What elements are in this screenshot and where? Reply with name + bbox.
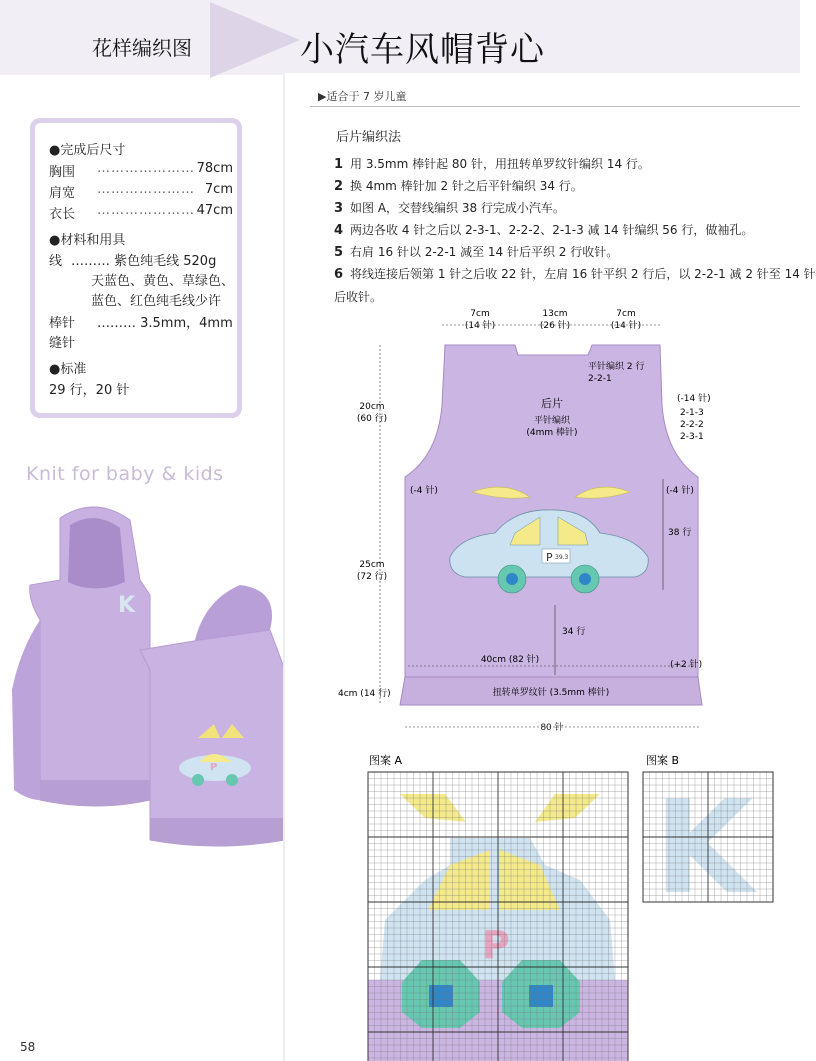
- p-letter-patch: P: [210, 762, 218, 773]
- car-rows: 38 行: [668, 528, 692, 538]
- armhole-dec: 2-2-2: [680, 420, 704, 430]
- divider: [310, 106, 800, 107]
- page-title: 小汽车风帽背心: [300, 30, 545, 70]
- step-number: 6: [334, 267, 344, 282]
- needle-label: 棒针: [49, 316, 76, 331]
- step-text: 如图 A，交替线编织 38 行完成小汽车。: [350, 201, 565, 215]
- top-dim-st: (26 针): [539, 321, 571, 331]
- size-value: 78cm: [196, 161, 233, 176]
- chart-b-grid: [643, 772, 773, 923]
- dec-left: (-4 针): [410, 486, 438, 496]
- top-dim-st: (14 针): [464, 321, 496, 331]
- left-upper-rows: (60 行): [356, 414, 388, 424]
- size-row-shoulder: [49, 182, 233, 201]
- gauge-heading: ●标准: [49, 362, 87, 377]
- chart-a-label: 图案 A: [369, 754, 403, 767]
- ribbing-label: 扭转单罗纹针 (3.5mm 棒针): [492, 688, 610, 698]
- step-number: 2: [334, 179, 344, 194]
- size-value: 7cm: [204, 182, 233, 197]
- leader-dots: …………………: [97, 203, 195, 218]
- piece-needle: (4mm 棒针): [526, 428, 578, 438]
- size-label: 衣长: [49, 207, 76, 222]
- dec-right: (-4 针): [666, 486, 694, 496]
- brand-text: Knit for baby & kids: [26, 463, 224, 485]
- step-text: 用 3.5mm 棒针起 80 针，用扭转单罗纹针编织 14 行。: [350, 157, 650, 171]
- step-2: [334, 177, 796, 194]
- yarn-extra-2: 蓝色、红色纯毛线少许: [91, 294, 222, 309]
- piece-stitch: 平针编织: [533, 416, 571, 426]
- armhole-dec: (-14 针): [677, 394, 711, 404]
- gauge-value: 29 行，20 针: [49, 383, 130, 398]
- bottom-width: 80 针: [540, 723, 564, 733]
- leader-dots: …………………: [97, 161, 195, 176]
- piece-name: 后片: [541, 397, 563, 410]
- shoulder-note: 平针编织 2 行: [588, 362, 645, 372]
- step-1: [334, 155, 796, 172]
- top-dim-st: (14 针): [610, 321, 642, 331]
- pattern-charts: [330, 750, 800, 1061]
- yarn-row: [49, 250, 233, 269]
- sewing-needle-label: 缝针: [49, 336, 76, 351]
- step-6: [334, 265, 816, 282]
- page-number: 58: [20, 1040, 36, 1054]
- vest-photo: [0, 500, 300, 860]
- step-number: 3: [334, 201, 344, 216]
- leader-dots: …………………: [97, 182, 195, 197]
- left-upper-cm: 20cm: [359, 402, 385, 412]
- size-row-length: [49, 203, 233, 222]
- width-label: 40cm (82 针): [480, 655, 540, 665]
- left-low: 4cm (14 行): [338, 689, 391, 699]
- needle-row: [49, 312, 233, 331]
- section-title: 后片编织法: [336, 130, 402, 145]
- chart-b-letter: K: [654, 774, 754, 923]
- step-number: 5: [334, 245, 344, 260]
- materials-heading: ●材料和用具: [49, 233, 126, 248]
- armhole-dec: 2-3-1: [680, 432, 704, 442]
- car-plate-tag: 39.3: [555, 554, 569, 561]
- size-value: 47cm: [196, 203, 233, 218]
- step-text: 换 4mm 棒针加 2 针之后平针编织 34 行。: [350, 179, 583, 193]
- size-row-chest: [49, 161, 233, 180]
- age-suitability: ▶适合于 7 岁儿童: [318, 90, 407, 103]
- front-vest-illustration: [12, 507, 150, 806]
- top-dim-cm: 13cm: [542, 309, 568, 319]
- top-dim-cm: 7cm: [616, 309, 636, 319]
- chart-a-letter: P: [482, 923, 510, 967]
- step-text: 将线连接后领第 1 针之后收 22 针，左肩 16 针平织 2 行后，以 2-2-1 减 2 针至 14 针: [350, 267, 816, 281]
- car-plate-letter: P: [546, 551, 553, 564]
- size-label: 胸围: [49, 165, 76, 180]
- left-mid-rows: (72 行): [356, 572, 388, 582]
- back-piece-schematic: [330, 305, 800, 750]
- armhole-dec: 2-1-3: [680, 408, 704, 418]
- shoulder-note: 2-2-1: [588, 374, 612, 384]
- chart-a-grid: [368, 772, 628, 1061]
- step-number: 1: [334, 157, 344, 172]
- yarn-label: 线: [49, 254, 63, 269]
- size-label: 肩宽: [49, 186, 76, 201]
- step-3: [334, 199, 796, 216]
- yarn-extra-1: 天蓝色、黄色、草绿色、: [91, 274, 235, 289]
- body-rows: 34 行: [562, 627, 586, 637]
- step-number: 4: [334, 223, 344, 238]
- step-4: [334, 221, 796, 238]
- chart-b-label: 图案 B: [646, 754, 680, 767]
- k-letter-patch: K: [118, 593, 136, 618]
- step-6-continuation: 后收针。: [334, 290, 383, 304]
- step-text: 右肩 16 针以 2-2-1 减至 14 针后平织 2 行收针。: [350, 245, 619, 259]
- left-mid-cm: 25cm: [359, 560, 385, 570]
- step-text: 两边各收 4 针之后以 2-3-1、2-2-2、2-1-3 减 14 针编织 56 行，做袖孔。: [350, 223, 754, 237]
- needle-value: ……… 3.5mm，4mm: [97, 316, 233, 331]
- finished-size-heading: ●完成后尺寸: [49, 143, 126, 158]
- step-5: [334, 243, 796, 260]
- inc-label: (+2 针): [670, 660, 703, 670]
- back-vest-illustration: [140, 585, 285, 846]
- spec-box: [30, 118, 242, 418]
- category-title: 花样编织图: [92, 36, 192, 60]
- top-dim-cm: 7cm: [470, 309, 490, 319]
- yarn-main: ……… 紫色纯毛线 520g: [71, 254, 217, 269]
- header-arrow-decoration: [210, 2, 300, 78]
